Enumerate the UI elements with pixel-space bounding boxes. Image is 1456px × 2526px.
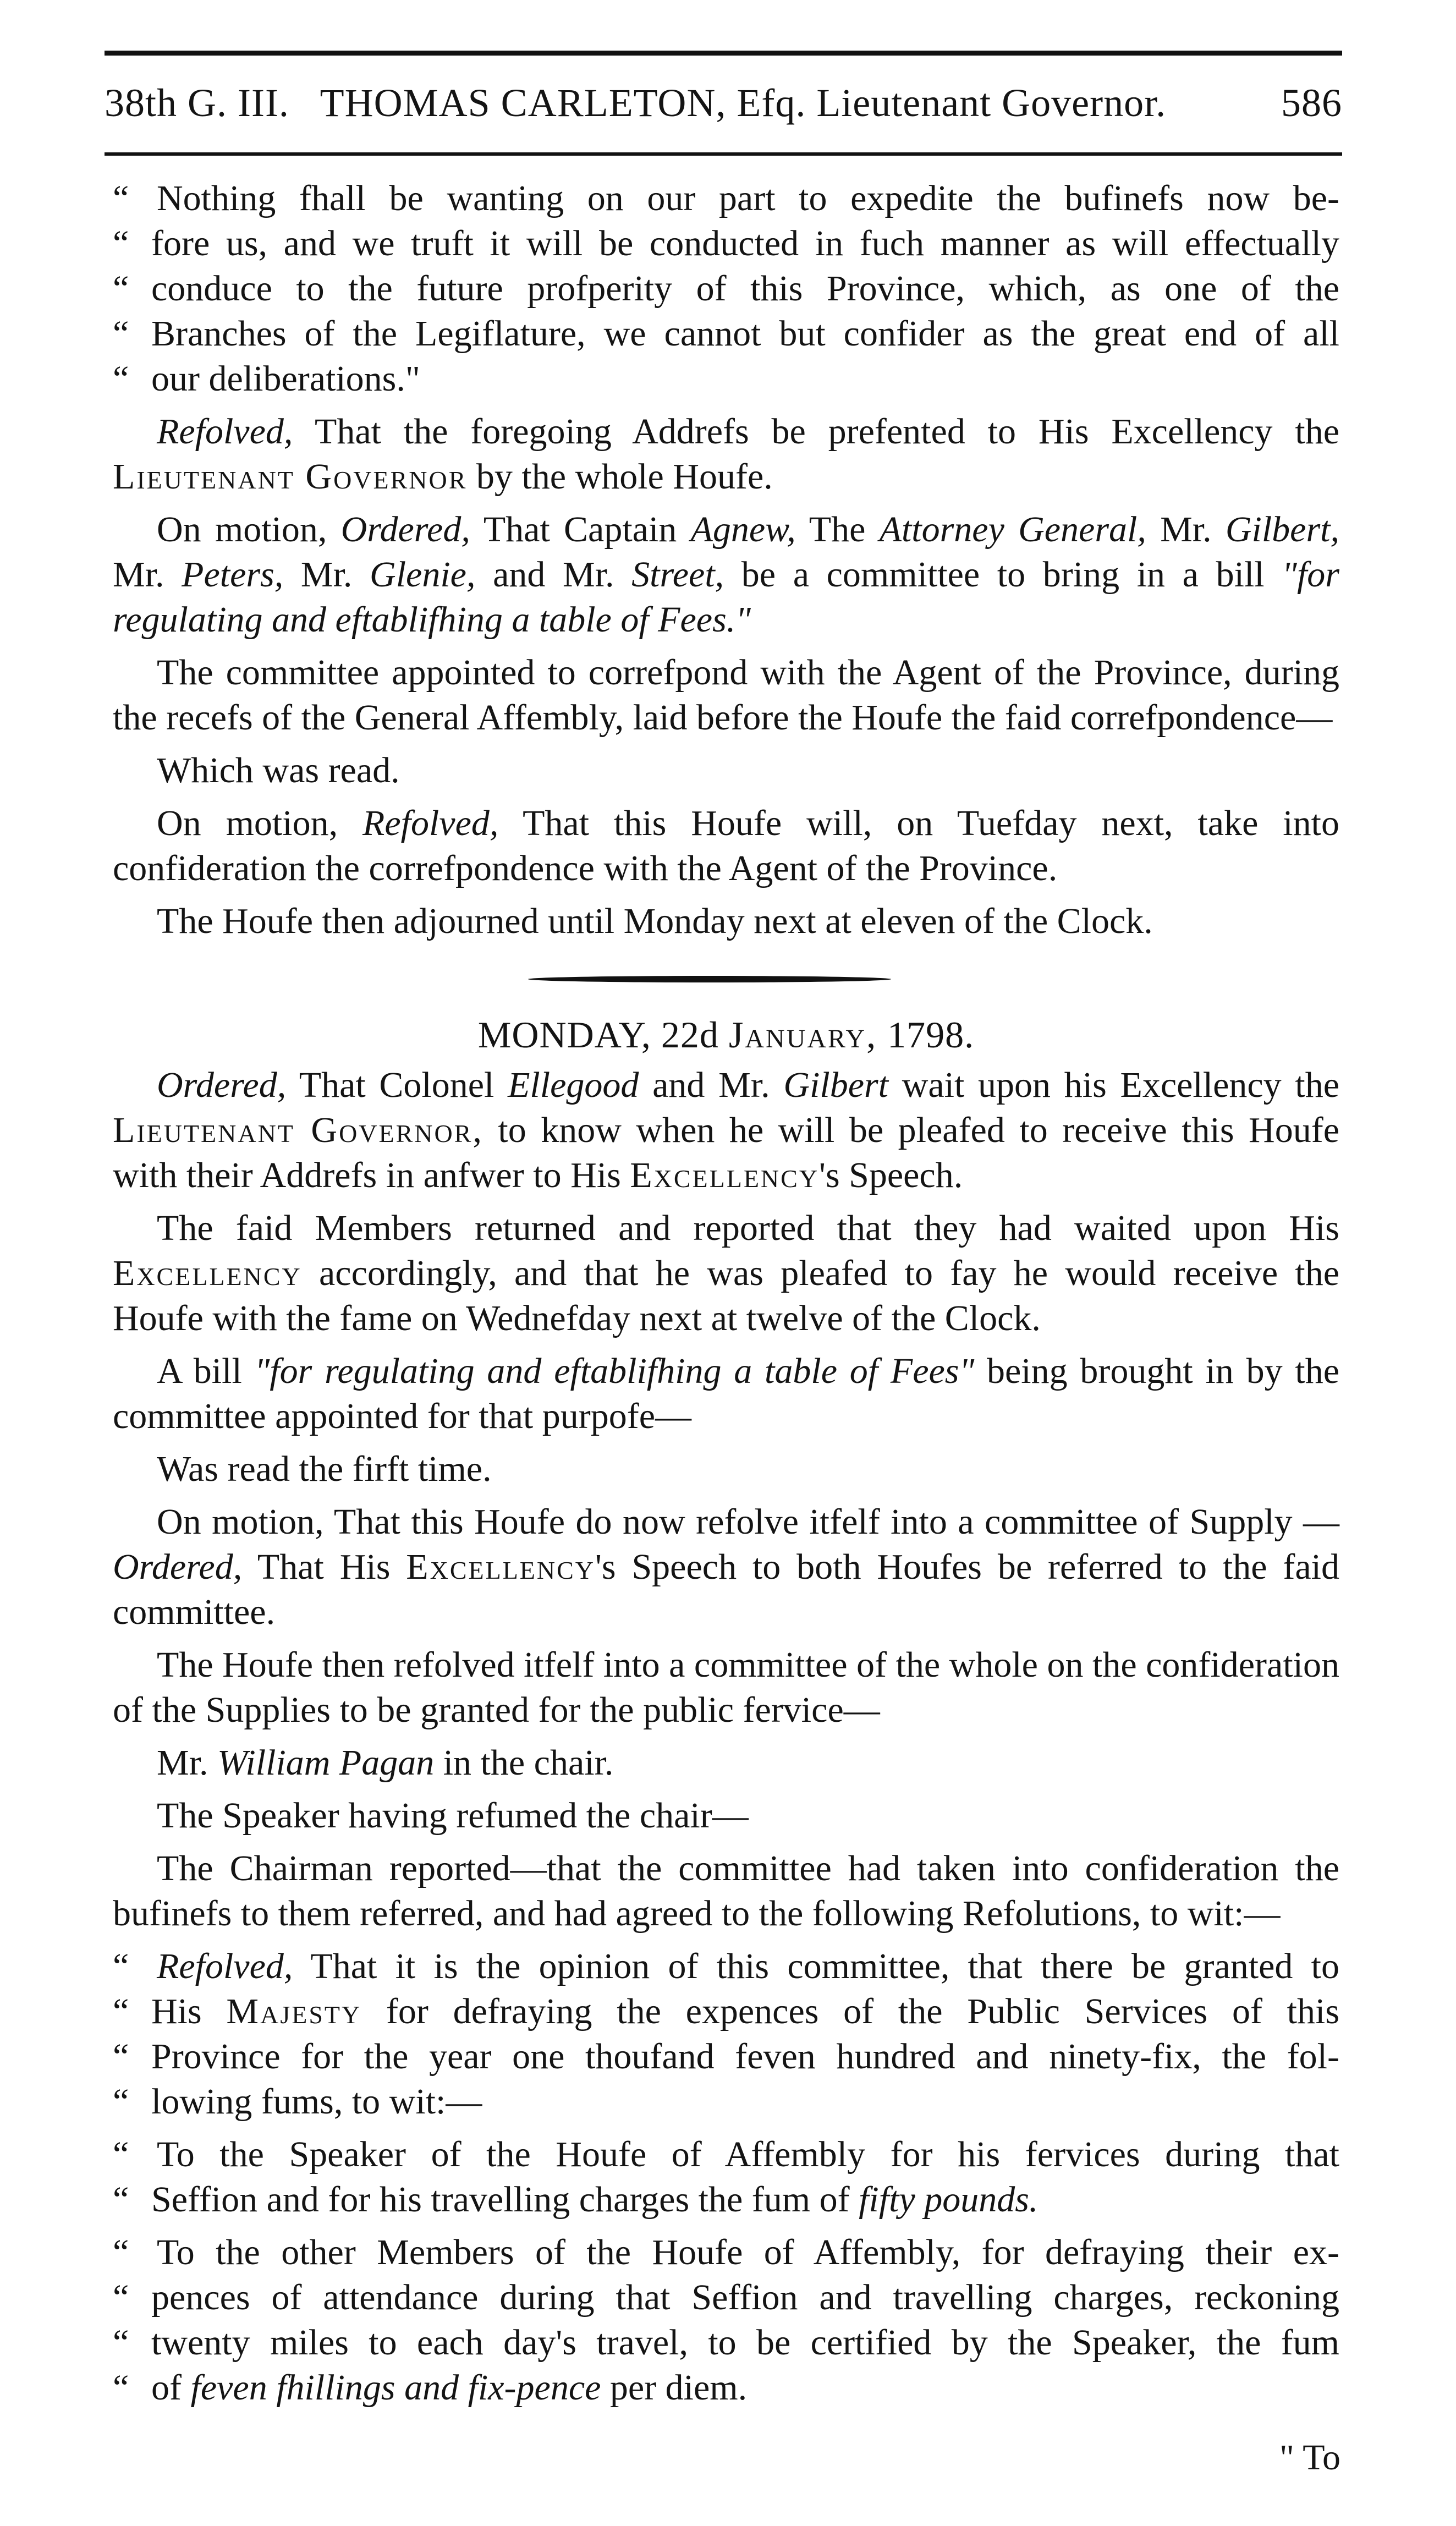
paragraph-chairman-reported: The Chairman reported—that the committee had taken into confideration the bufinefs to them referred, and had agreed to the following Refolutions, to wit:— [113, 1848, 1339, 1934]
paragraph-speaker-resumed: The Speaker having refumed the chair— [157, 1795, 749, 1836]
quote-line: “ Seffion and for his travelling charges the fum of fifty pounds. [113, 2179, 1039, 2220]
resolution-quote [113, 1944, 1339, 2124]
paragraph-tuesday-resolution: On motion, Refolved, That this Houfe will, on Tuefday next, take into confideration the correfpondence with the Agent of the Province. [113, 803, 1339, 888]
paragraph-chair: Mr. William Pagan in the chair. [157, 1743, 614, 1783]
members-allowance-quote [113, 2230, 1339, 2410]
address-quote-conclusion [113, 176, 1339, 402]
paragraph-ordered-wait: Ordered, That Colonel Ellegood and Mr. Gilbert wait upon his Excellency the Lieutenant Governor, to know when he will be pleafed to receive this Houfe with their Addrefs in anfwer to His Excellency's Speech. [113, 1065, 1340, 1195]
quote-line: “ Nothing fhall be wanting on our part to expedite the bufinefs now be- [113, 178, 1339, 218]
header-reign: 38th G. III. [105, 81, 289, 125]
quote-line: “ conduce to the future profperity of this Province, which, as one of the [113, 268, 1339, 309]
paragraph-fees-committee: On motion, Ordered, That Captain Agnew, The Attorney General, Mr. Gilbert, Mr. Peters, Mr. Glenie, and Mr. Street, be a committee to bring in a bill "for regulating and eftablifhing a table of Fees." [113, 509, 1339, 640]
header-rule-top [105, 51, 1342, 56]
quote-line: “ Refolved, That it is the opinion of this committee, that there be granted to [113, 1946, 1339, 1986]
paragraph-adjourned: The Houfe then adjourned until Monday next at eleven of the Clock. [157, 901, 1153, 941]
quote-line: “ To the Speaker of the Houfe of Affembly for his fervices during that [113, 2134, 1339, 2174]
header-rule-bottom [105, 152, 1342, 156]
paragraph-bill-brought-in: A bill "for regulating and eftablifhing a table of Fees" being brought in by the committee appointed for that purpofe— [113, 1351, 1339, 1436]
section-divider [113, 955, 1339, 1004]
paragraph-first-reading: Was read the firft time. [157, 1449, 492, 1489]
quote-line: “ our deliberations." [113, 359, 420, 399]
page-body [113, 176, 1339, 2410]
quote-line: “ Branches of the Legiflature, we cannot but confider as the great end of all [113, 314, 1339, 354]
paragraph-committee-of-supply: On motion, That this Houfe do now refolve itfelf into a committee of Supply —Ordered, That His Excellency's Speech to both Houfes be referred to the faid committee. [113, 1502, 1339, 1632]
page-number: 586 [1281, 81, 1342, 125]
header-title: Efq. Lieutenant Governor. [737, 81, 1167, 125]
date-heading: MONDAY, 22d January, 1798. [477, 1014, 975, 1056]
header-text [105, 73, 1342, 133]
quote-line: “ lowing fums, to wit:— [113, 2082, 482, 2122]
quote-line: “ fore us, and we truft it will be conducted in fuch manner as will effectually [113, 223, 1339, 263]
header-name: THOMAS CARLETON, [320, 81, 727, 125]
speaker-allowance-quote [113, 2132, 1339, 2222]
running-header [105, 51, 1342, 166]
paragraph-members-returned: The faid Members returned and reported that they had waited upon His Excellency accordingly, and that he was pleafed to fay he would receive the Houfe with the fame on Wednefday next at twelve of the Clock. [113, 1208, 1339, 1338]
quote-line: “ twenty miles to each day's travel, to be certified by the Speaker, the fum [113, 2322, 1339, 2363]
paragraph-correspondence: The committee appointed to correfpond with the Agent of the Province, during the recefs of the General Affembly, laid before the Houfe the faid correfpondence— [113, 652, 1339, 738]
quote-line: “ Province for the year one thoufand feven hundred and ninety-fix, the fol- [113, 2036, 1339, 2077]
quote-line: “ of feven fhillings and fix-pence per diem. [113, 2368, 748, 2408]
paragraph-resolved-address: Refolved, That the foregoing Addrefs be prefented to His Excellency the Lieutenant Governor by the whole Houfe. [113, 411, 1339, 497]
catchword: " To [1279, 2437, 1340, 2478]
quote-line: “ pences of attendance during that Seffion and travelling charges, reckoning [113, 2277, 1339, 2318]
quote-line: “ His Majesty for defraying the expences of the Public Services of this [113, 1991, 1340, 2031]
paragraph-committee-of-whole: The Houfe then refolved itfelf into a committee of the whole on the confideration of the Supplies to be granted for the public fervice— [113, 1645, 1339, 1730]
paragraph-which-was-read: Which was read. [157, 750, 400, 790]
quote-line: “ To the other Members of the Houfe of Affembly, for defraying their ex- [113, 2232, 1339, 2272]
divider-rule [528, 976, 891, 982]
